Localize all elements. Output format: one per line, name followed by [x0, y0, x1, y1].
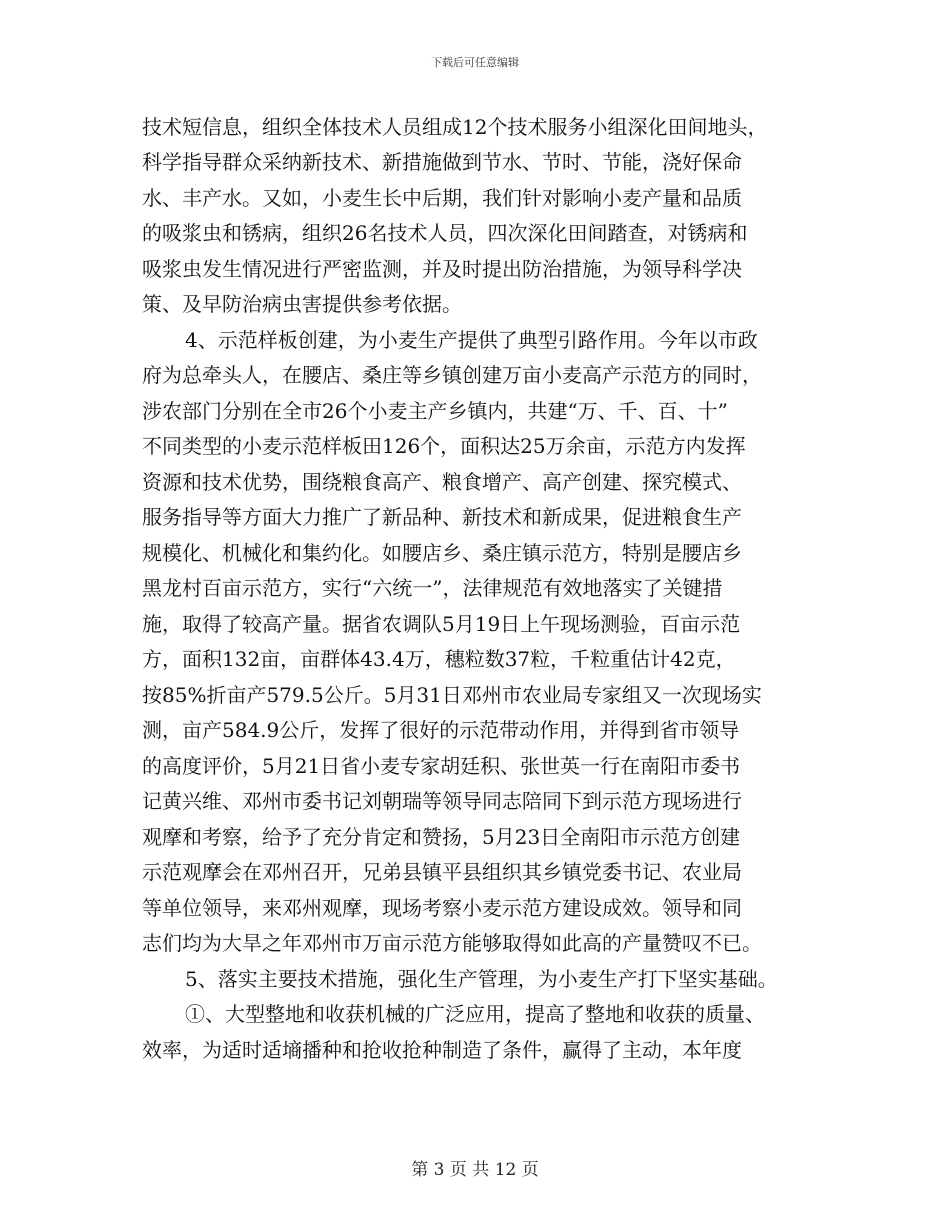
text-line: 效率，为适时适墒播种和抢收抢种制造了条件，赢得了主动，本年度 — [142, 1038, 742, 1062]
paragraph-first-line: ①、大型整地和收获机械的广泛应用，提高了整地和收获的质量、 — [185, 1002, 765, 1026]
text-line: 按85%折亩产579.5公斤。5月31日邓州市农业局专家组又一次现场实 — [142, 683, 762, 707]
text-line: 策、及早防治病虫害提供参考依据。 — [142, 292, 462, 316]
text-line: 的吸浆虫和锈病，组织26名技术人员，四次深化田间踏查，对锈病和 — [142, 221, 748, 245]
paragraph-first-line: 5、落实主要技术措施，强化生产管理，为小麦生产打下坚实基础。 — [185, 967, 778, 991]
text-line: 志们均为大旱之年邓州市万亩示范方能够取得如此高的产量赞叹不已。 — [142, 931, 762, 955]
text-line: 记黄兴维、邓州市委书记刘朝瑞等领导同志陪同下到示范方现场进行 — [142, 789, 742, 813]
text-line: 黑龙村百亩示范方，实行“六统一”，法律规范有效地落实了关键措 — [142, 576, 723, 600]
text-line: 科学指导群众采纳新技术、新措施做到节水、节时、节能，浇好保命 — [142, 150, 742, 174]
page-number-footer: 第 3 页 共 12 页 — [411, 1160, 539, 1180]
text-line: 的高度评价，5月21日省小麦专家胡廷积、张世英一行在南阳市委书 — [142, 754, 741, 778]
page-header: 下载后可任意编辑 — [431, 56, 519, 69]
text-line: 水、丰产水。又如，小麦生长中后期，我们针对影响小麦产量和品质 — [142, 186, 742, 210]
text-line: 不同类型的小麦示范样板田126个，面积达25万余亩，示范方内发挥 — [142, 434, 746, 458]
text-line: 服务指导等方面大力推广了新品种、新技术和新成果，促进粮食生产 — [142, 505, 742, 529]
text-line: 技术短信息，组织全体技术人员组成12个技术服务小组深化田间地头， — [142, 115, 768, 139]
paragraph-first-line: 4、示范样板创建，为小麦生产提供了典型引路作用。今年以市政 — [185, 328, 758, 352]
text-line: 等单位领导，来邓州观摩，现场考察小麦示范方建设成效。领导和同 — [142, 896, 742, 920]
text-line: 施，取得了较高产量。据省农调队5月19日上午现场测验，百亩示范 — [142, 612, 741, 636]
text-line: 观摩和考察，给予了充分肯定和赞扬，5月23日全南阳市示范方创建 — [142, 825, 741, 849]
text-line: 测，亩产584.9公斤，发挥了很好的示范带动作用，并得到省市领导 — [142, 718, 740, 742]
text-line: 涉农部门分别在全市26个小麦主产乡镇内，共建“万、千、百、十” — [142, 399, 728, 423]
text-line: 规模化、机械化和集约化。如腰店乡、桑庄镇示范方，特别是腰店乡 — [142, 541, 742, 565]
text-line: 方，面积132亩，亩群体43.4万，穗粒数37粒，千粒重估计42克， — [142, 647, 736, 671]
text-line: 府为总牵头人，在腰店、桑庄等乡镇创建万亩小麦高产示范方的同时， — [142, 363, 762, 387]
text-line: 吸浆虫发生情况进行严密监测，并及时提出防治措施，为领导科学决 — [142, 257, 742, 281]
text-line: 示范观摩会在邓州召开，兄弟县镇平县组织其乡镇党委书记、农业局 — [142, 860, 742, 884]
text-line: 资源和技术优势，围绕粮食高产、粮食增产、高产创建、探究模式、 — [142, 470, 742, 494]
